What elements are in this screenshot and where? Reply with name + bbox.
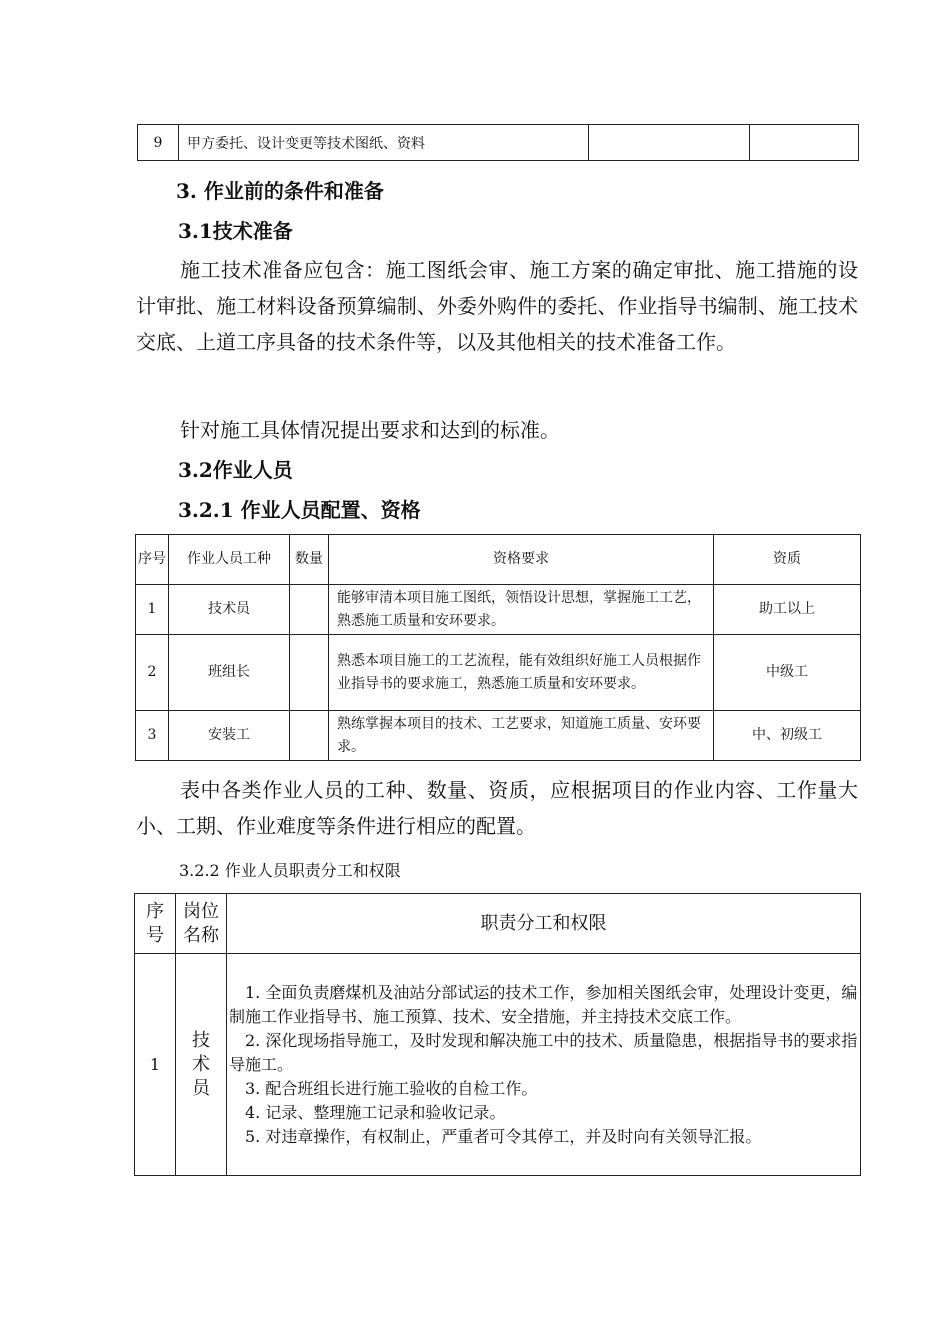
standards-paragraph: 针对施工具体情况提出要求和达到的标准。 — [180, 418, 560, 442]
section-3-2-heading: 3.2作业人员 — [178, 458, 293, 482]
duty-item: 4. 记录、整理施工记录和验收记录。 — [245, 1102, 506, 1122]
header-qualification: 资质 — [714, 535, 861, 585]
duties-cell — [227, 954, 861, 1176]
section-3-1-heading: 3.1技术准备 — [178, 219, 293, 243]
worker-type: 班组长 — [169, 635, 290, 711]
duty-item: 5. 对违章操作，有权制止，严重者可令其停工，并及时向有关领导汇报。 — [245, 1126, 762, 1146]
duties-table — [134, 893, 861, 1176]
duty-item: 2. 深化现场指导施工，及时发现和解决施工中的技术、质量隐患，根据指导书的要求指导施工。 — [229, 1030, 858, 1074]
empty-cell — [589, 125, 750, 161]
worker-type: 安装工 — [169, 711, 290, 761]
section-3-2-2-heading: 3.2.2 作业人员职责分工和权限 — [179, 861, 401, 880]
table-header-row — [135, 894, 861, 954]
header-requirements: 资格要求 — [329, 535, 714, 585]
row-number: 3 — [136, 711, 169, 761]
tech-prep-paragraph: 施工技术准备应包含：施工图纸会审、施工方案的确定审批、施工措施的设计审批、施工材料设备预算编制、外委外购件的委托、作业指导书编制、施工技术交底、上道工序具备的技术条件等，以及其他相关的技术准备工作。 — [136, 258, 858, 354]
table-row — [136, 585, 861, 635]
qualification: 中、初级工 — [714, 711, 861, 761]
duty-item: 1. 全面负责磨煤机及油站分部试运的技术工作，参加相关图纸会审，处理设计变更，编制施工作业指导书、施工预算、技术、安全措施，并主持技术交底工作。 — [229, 982, 858, 1026]
empty-cell — [750, 125, 859, 161]
worker-type: 技术员 — [169, 585, 290, 635]
qualification: 助工以上 — [714, 585, 861, 635]
table-row — [138, 125, 859, 161]
row-number: 2 — [136, 635, 169, 711]
item-name: 甲方委托、设计变更等技术图纸、资料 — [179, 125, 589, 161]
section-3-heading: 3. 作业前的条件和准备 — [176, 179, 384, 203]
section-3-2-1-heading: 3.2.1 作业人员配置、资格 — [178, 498, 421, 522]
row-number: 9 — [138, 125, 179, 161]
row-number: 1 — [135, 954, 176, 1176]
worker-qty — [290, 711, 329, 761]
personnel-table — [135, 534, 861, 761]
table-row — [135, 954, 861, 1176]
header-qty: 数量 — [290, 535, 329, 585]
worker-qty — [290, 585, 329, 635]
table-row — [136, 711, 861, 761]
personnel-note-paragraph: 表中各类作业人员的工种、数量、资质，应根据项目的作业内容、工作量大小、工期、作业难度等条件进行相应的配置。 — [136, 778, 858, 838]
header-post: 岗位名称 — [176, 894, 227, 954]
worker-qty — [290, 635, 329, 711]
post-name: 技术员 — [176, 954, 227, 1176]
requirements: 熟悉本项目施工的工艺流程，能有效组织好施工人员根据作业指导书的要求施工，熟悉施工质量和安环要求。 — [329, 635, 714, 711]
materials-table — [137, 124, 859, 161]
row-number: 1 — [136, 585, 169, 635]
header-no: 序号 — [135, 894, 176, 954]
header-no: 序号 — [136, 535, 169, 585]
header-duties: 职责分工和权限 — [227, 894, 861, 954]
duty-item: 3. 配合班组长进行施工验收的自检工作。 — [245, 1078, 538, 1098]
table-row — [136, 635, 861, 711]
requirements: 能够审清本项目施工图纸，领悟设计思想，掌握施工工艺，熟悉施工质量和安环要求。 — [329, 585, 714, 635]
header-type: 作业人员工种 — [169, 535, 290, 585]
table-header-row — [136, 535, 861, 585]
qualification: 中级工 — [714, 635, 861, 711]
requirements: 熟练掌握本项目的技术、工艺要求，知道施工质量、安环要求。 — [329, 711, 714, 761]
